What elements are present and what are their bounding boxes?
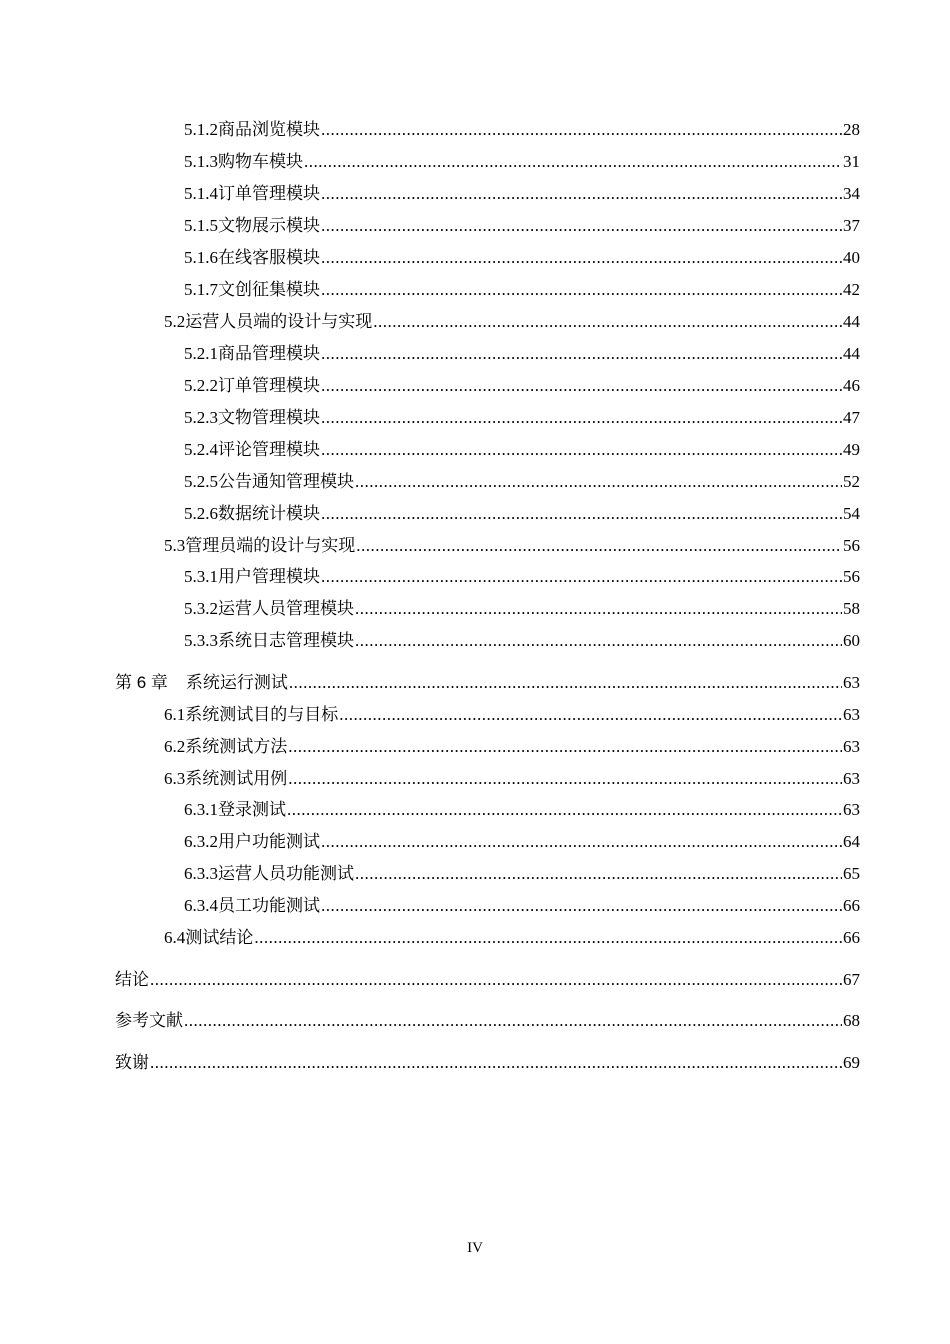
toc-entry-page: 63 — [843, 800, 860, 819]
toc-entry — [184, 892, 860, 920]
toc-entry — [184, 148, 860, 176]
toc-entry — [184, 212, 860, 240]
toc-chapter-number: 第 6 章 — [115, 673, 168, 692]
toc-entry-number: 6.3 — [164, 769, 186, 788]
toc-entry — [184, 340, 860, 368]
toc-entry — [184, 404, 860, 432]
toc-entry — [184, 116, 860, 144]
toc-entry-number: 6.2 — [164, 737, 186, 756]
toc-entry — [184, 860, 860, 888]
toc-entry — [184, 276, 860, 304]
toc-leader-dots — [373, 308, 842, 336]
toc-leader-dots — [254, 924, 842, 952]
toc-entry-page: 56 — [843, 567, 860, 586]
toc-entry-number: 5.1.7 — [184, 280, 218, 299]
toc-entry-page: 31 — [843, 152, 860, 171]
toc-entry-number: 5.3.1 — [184, 567, 218, 586]
toc-entry-page: 44 — [843, 312, 860, 331]
toc-entry — [184, 627, 860, 655]
toc-entry-number: 6.3.2 — [184, 832, 218, 851]
toc-entry-page: 54 — [843, 504, 860, 523]
toc-entry-title: 参考文献 — [115, 1011, 183, 1030]
toc-entry-number: 5.2.2 — [184, 376, 218, 395]
toc-entry-title: 系统运行测试 — [185, 673, 288, 692]
toc-entry-page: 44 — [843, 344, 860, 363]
toc-entry-title: 在线客服模块 — [218, 248, 320, 267]
toc-entry-title: 致谢 — [115, 1053, 149, 1072]
toc-leader-dots — [287, 796, 842, 824]
toc-entry-title: 登录测试 — [218, 800, 286, 819]
toc-entry-page: 69 — [843, 1053, 860, 1072]
toc-entry-number: 5.3.3 — [184, 631, 218, 650]
toc-entry-page: 47 — [843, 408, 860, 427]
toc-entry-page: 52 — [843, 472, 860, 491]
toc-entry-page: 63 — [843, 769, 860, 788]
toc-entry — [184, 436, 860, 464]
toc-leader-dots — [321, 436, 842, 464]
toc-entry-number: 5.2.5 — [184, 472, 218, 491]
toc-entry-title: 订单管理模块 — [218, 184, 320, 203]
toc-entry-page: 68 — [843, 1011, 860, 1030]
toc-entry-page: 37 — [843, 216, 860, 235]
toc-entry — [164, 924, 860, 952]
toc-entry-page: 64 — [843, 832, 860, 851]
toc-entry-title: 系统日志管理模块 — [218, 631, 354, 650]
toc-entry-number: 5.1.3 — [184, 152, 218, 171]
toc-entry-page: 34 — [843, 184, 860, 203]
toc-chapter-entry — [115, 1049, 860, 1077]
toc-leader-dots — [321, 892, 842, 920]
toc-entry-number: 6.3.1 — [184, 800, 218, 819]
toc-entry-page: 56 — [843, 536, 860, 555]
toc-chapter-entry — [115, 966, 860, 994]
toc-entry-number: 6.1 — [164, 705, 186, 724]
toc-entry-number: 5.1.5 — [184, 216, 218, 235]
toc-entry — [184, 828, 860, 856]
toc-entry — [184, 244, 860, 272]
toc-entry-title: 用户功能测试 — [218, 832, 320, 851]
toc-entry — [184, 500, 860, 528]
toc-entry-page: 60 — [843, 631, 860, 650]
toc-leader-dots — [355, 468, 842, 496]
toc-entry-title: 公告通知管理模块 — [218, 472, 354, 491]
toc-entry-title: 商品浏览模块 — [218, 120, 320, 139]
toc-leader-dots — [321, 244, 842, 272]
toc-entry-page: 46 — [843, 376, 860, 395]
toc-entry-page: 67 — [843, 970, 860, 989]
toc-leader-dots — [304, 148, 842, 176]
toc-entry — [164, 308, 860, 336]
toc-entry — [184, 180, 860, 208]
toc-entry — [184, 468, 860, 496]
toc-entry — [164, 765, 860, 793]
toc-leader-dots — [184, 1007, 842, 1035]
toc-leader-dots — [321, 116, 842, 144]
toc-entry-page: 42 — [843, 280, 860, 299]
toc-entry-title: 系统测试方法 — [185, 737, 288, 756]
page-footer-number: IV — [467, 1240, 483, 1256]
toc-entry-number: 6.3.3 — [184, 864, 218, 883]
toc-chapter-entry — [115, 669, 860, 697]
toc-chapter-entry — [115, 1007, 860, 1035]
toc-entry-title: 文创征集模块 — [218, 280, 320, 299]
toc-leader-dots — [321, 180, 842, 208]
toc-leader-dots — [321, 563, 842, 591]
toc-entry-number: 5.1.4 — [184, 184, 218, 203]
toc-entry-page: 66 — [843, 896, 860, 915]
toc-entry-title: 管理员端的设计与实现 — [185, 536, 356, 555]
toc-entry — [184, 796, 860, 824]
toc-leader-dots — [321, 828, 842, 856]
toc-entry-page: 66 — [843, 928, 860, 947]
toc-entry-page: 63 — [843, 673, 860, 692]
toc-leader-dots — [321, 340, 842, 368]
toc-leader-dots — [321, 212, 842, 240]
toc-entry-page: 65 — [843, 864, 860, 883]
toc-entry-title: 结论 — [115, 970, 149, 989]
toc-leader-dots — [289, 669, 842, 697]
toc-entry — [164, 701, 860, 729]
toc-entry-title: 系统测试目的与目标 — [185, 705, 339, 724]
toc-entry-title: 购物车模块 — [218, 152, 303, 171]
toc-entry-number: 5.2.3 — [184, 408, 218, 427]
toc-leader-dots — [321, 372, 842, 400]
toc-entry-page: 58 — [843, 599, 860, 618]
toc-leader-dots — [321, 404, 842, 432]
toc-entry-title: 订单管理模块 — [218, 376, 320, 395]
toc-entry-title: 商品管理模块 — [218, 344, 320, 363]
toc-leader-dots — [150, 966, 842, 994]
toc-entry-title: 员工功能测试 — [218, 896, 320, 915]
toc-entry-number: 5.2 — [164, 312, 186, 331]
toc-entry-number: 5.3.2 — [184, 599, 218, 618]
toc-entry-page: 63 — [843, 705, 860, 724]
toc-leader-dots — [150, 1049, 842, 1077]
toc-entry-number: 5.3 — [164, 536, 186, 555]
toc-entry-number: 6.4 — [164, 928, 186, 947]
toc-entry-title: 数据统计模块 — [218, 504, 320, 523]
toc-entry-number: 5.1.6 — [184, 248, 218, 267]
toc-entry-page: 49 — [843, 440, 860, 459]
toc-leader-dots — [356, 532, 842, 560]
toc-entry-number: 5.2.1 — [184, 344, 218, 363]
toc-entry — [164, 532, 860, 560]
toc-leader-dots — [288, 733, 842, 761]
toc-entry-title: 文物管理模块 — [218, 408, 320, 427]
toc-entry-title: 测试结论 — [185, 928, 254, 947]
toc-entry-page: 28 — [843, 120, 860, 139]
toc-entry-title: 运营人员功能测试 — [218, 864, 354, 883]
toc-entry — [164, 733, 860, 761]
toc-entry-number: 5.2.4 — [184, 440, 218, 459]
toc-entry-title: 运营人员端的设计与实现 — [185, 312, 373, 331]
toc-entry — [184, 595, 860, 623]
toc-leader-dots — [339, 701, 842, 729]
toc-entry-title: 用户管理模块 — [218, 567, 320, 586]
toc-entry-title: 运营人员管理模块 — [218, 599, 354, 618]
toc-entry-number: 5.2.6 — [184, 504, 218, 523]
toc-entry — [184, 372, 860, 400]
toc-leader-dots — [321, 500, 842, 528]
toc-entry — [184, 563, 860, 591]
toc-entry-page: 40 — [843, 248, 860, 267]
toc-entry-number: 5.1.2 — [184, 120, 218, 139]
toc-entry-title: 系统测试用例 — [185, 769, 288, 788]
toc-leader-dots — [355, 627, 842, 655]
toc-entry-title: 文物展示模块 — [218, 216, 320, 235]
toc-leader-dots — [355, 595, 842, 623]
toc-leader-dots — [321, 276, 842, 304]
toc-entry-page: 63 — [843, 737, 860, 756]
toc-leader-dots — [355, 860, 842, 888]
toc-entry-title: 评论管理模块 — [218, 440, 320, 459]
toc-leader-dots — [288, 765, 842, 793]
toc-entry-number: 6.3.4 — [184, 896, 218, 915]
